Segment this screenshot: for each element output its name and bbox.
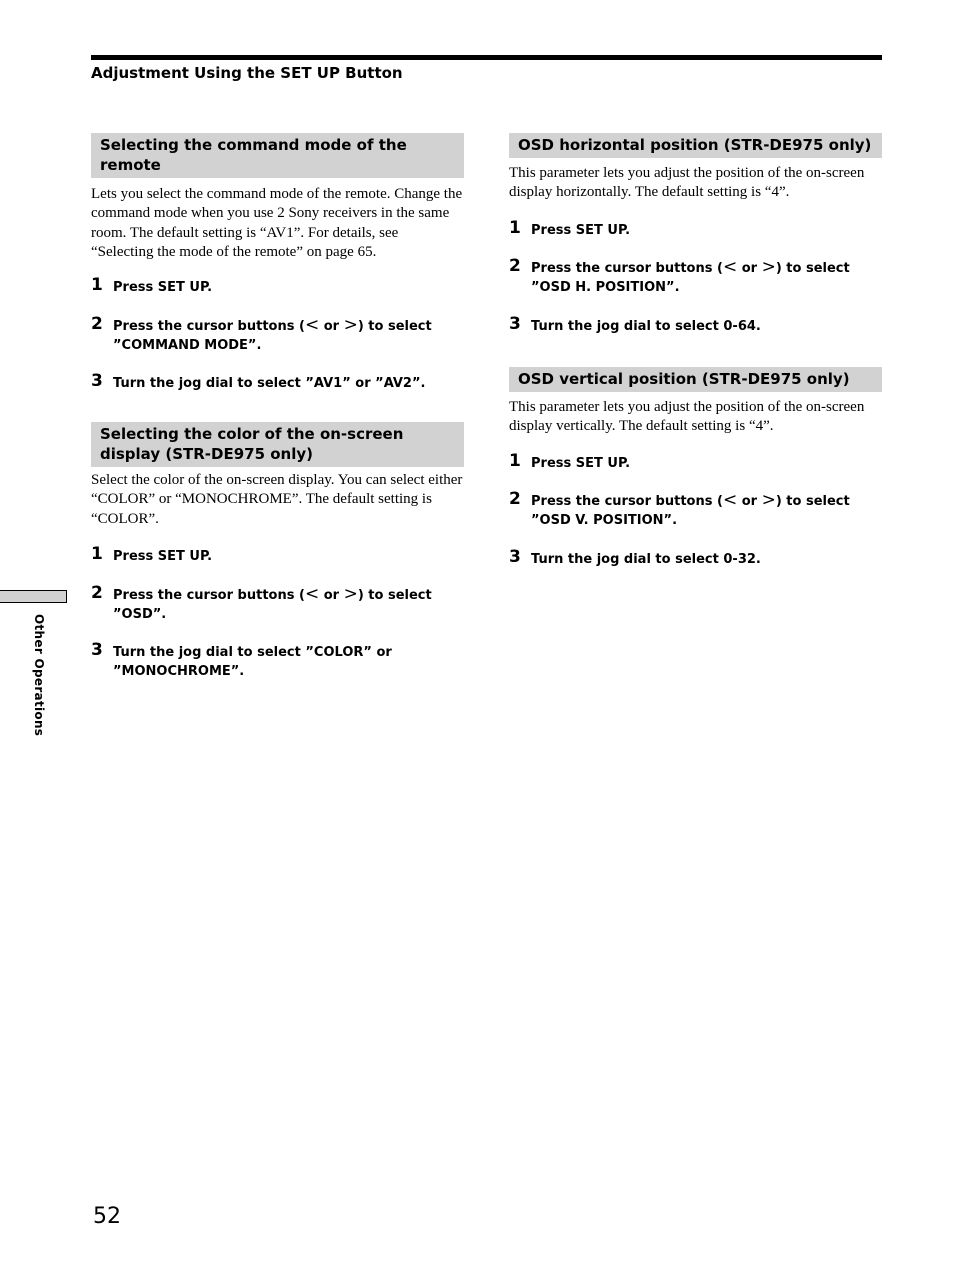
step-text-post: ) to select ”OSD H. POSITION”.: [531, 260, 850, 295]
step-number: 3: [91, 640, 103, 661]
step-text-post: ) to select ”OSD”.: [113, 588, 432, 623]
step-2: [91, 583, 464, 624]
page-header: Adjustment Using the SET UP Button: [91, 64, 403, 82]
chevron-left-icon: <: [722, 490, 738, 511]
top-rule: [91, 55, 882, 60]
step-number: 1: [509, 217, 521, 238]
step-text: Turn the jog dial to select ”COLOR” or ”MONOCHROME”.: [113, 645, 392, 680]
step-text: Press SET UP.: [531, 456, 631, 472]
step-list: [91, 544, 464, 681]
step-2: [509, 255, 882, 297]
chevron-right-icon: >: [343, 315, 358, 336]
step-1: [91, 275, 464, 297]
chevron-right-icon: >: [761, 490, 776, 511]
chevron-right-icon: >: [343, 584, 358, 605]
step-number: 3: [509, 547, 521, 568]
step-text-pre: Press the cursor buttons (: [531, 494, 723, 510]
step-text: Press SET UP.: [531, 222, 631, 238]
section-osd-color: [91, 422, 464, 681]
step-number: 2: [509, 255, 521, 276]
step-list: [509, 451, 882, 569]
section-osd-horizontal: [509, 133, 882, 336]
step-number: 2: [509, 489, 521, 510]
step-text-mid: or: [319, 319, 344, 335]
step-text-post: ) to select ”OSD V. POSITION”.: [531, 494, 850, 529]
section-title: OSD vertical position (STR-DE975 only): [509, 367, 882, 392]
step-number: 3: [91, 371, 103, 392]
step-3: [509, 547, 882, 569]
step-3: [509, 313, 882, 336]
step-text: Press SET UP.: [113, 280, 213, 296]
step-text: Turn the jog dial to select 0-64.: [531, 318, 761, 334]
right-column: [509, 133, 882, 569]
step-text-pre: Press the cursor buttons (: [531, 260, 723, 276]
step-number: 2: [91, 314, 103, 335]
step-text-mid: or: [737, 260, 762, 276]
step-text: Turn the jog dial to select 0-32.: [531, 552, 761, 568]
step-number: 1: [509, 451, 521, 472]
page-number: 52: [93, 1204, 121, 1229]
section-body: This parameter lets you adjust the position of the on-screen display vertically. The default setting is “4”.: [509, 398, 865, 434]
step-text-mid: or: [319, 588, 344, 604]
section-title: Selecting the color of the on-screen display (STR-DE975 only): [91, 422, 464, 467]
step-text-post: ) to select ”COMMAND MODE”.: [113, 319, 432, 354]
chevron-left-icon: <: [722, 256, 738, 277]
section-title: OSD horizontal position (STR-DE975 only): [509, 133, 882, 158]
step-number: 3: [509, 313, 521, 334]
step-3: [91, 640, 464, 681]
step-text-pre: Press the cursor buttons (: [113, 588, 305, 604]
left-column: [91, 133, 464, 681]
step-text-pre: Press the cursor buttons (: [113, 319, 305, 335]
side-tab-marker: [0, 590, 67, 603]
chevron-right-icon: >: [761, 256, 776, 277]
step-number: 1: [91, 544, 103, 565]
chevron-left-icon: <: [304, 315, 320, 336]
section-command-mode: [91, 133, 464, 393]
section-body: Lets you select the command mode of the remote. Change the command mode when you use 2 Sony receivers in the same room. The default setting is “AV1”. For details, see “Selecting the mode of the remote” on page 65.: [91, 186, 463, 260]
section-body: Select the color of the on-screen display. You can select either “COLOR” or “MONOCHROME”. The default setting is “COLOR”.: [91, 472, 463, 527]
step-list: [509, 217, 882, 336]
section-title: Selecting the command mode of the remote: [91, 133, 464, 178]
step-1: [509, 451, 882, 473]
step-number: 1: [91, 275, 103, 296]
step-2: [509, 489, 882, 530]
step-3: [91, 371, 464, 393]
step-1: [509, 217, 882, 240]
step-list: [91, 275, 464, 393]
chevron-left-icon: <: [304, 584, 320, 605]
section-body: This parameter lets you adjust the position of the on-screen display horizontally. The default setting is “4”.: [509, 165, 865, 201]
step-2: [91, 314, 464, 355]
step-1: [91, 544, 464, 566]
side-section-label: Other Operations: [32, 614, 46, 737]
step-text: Press SET UP.: [113, 549, 213, 565]
step-text-mid: or: [737, 494, 762, 510]
step-number: 2: [91, 583, 103, 604]
section-osd-vertical: [509, 367, 882, 570]
step-text: Turn the jog dial to select ”AV1” or ”AV2”.: [113, 376, 426, 392]
